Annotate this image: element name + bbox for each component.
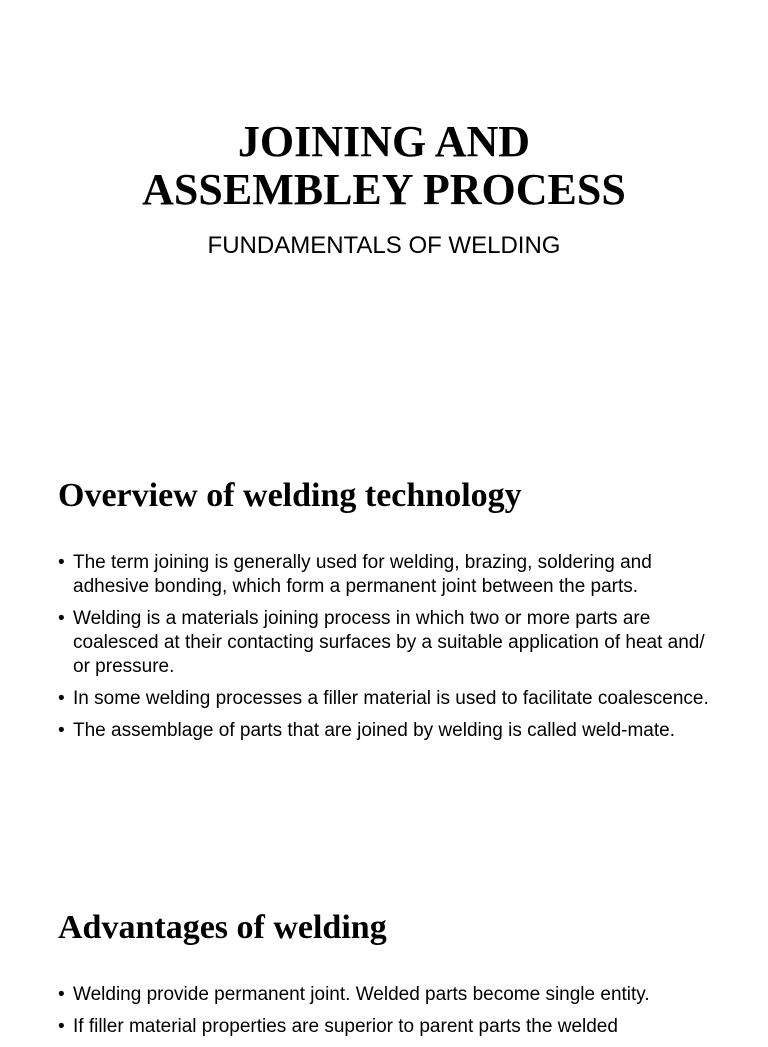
slide-title-line-1: JOINING AND <box>237 117 531 166</box>
bullet-text: If filler material properties are superior to parent parts the welded <box>73 1016 618 1037</box>
bullet-icon: • <box>58 720 65 741</box>
bullet-text: The assemblage of parts that are joined by welding is called weld-mate. <box>73 720 675 741</box>
list-item <box>58 983 718 1007</box>
advantages-heading: Advantages of welding <box>58 909 387 946</box>
bullet-text: The term joining is generally used for welding, brazing, soldering and adhesive bonding, which form a permanent joint between the parts. <box>73 552 652 597</box>
bullet-icon: • <box>58 1016 65 1037</box>
list-item <box>58 551 718 599</box>
bullet-text: Welding provide permanent joint. Welded parts become single entity. <box>73 984 650 1005</box>
list-item <box>58 687 718 711</box>
list-item <box>58 607 718 679</box>
list-item <box>58 719 718 743</box>
bullet-text: Welding is a materials joining process in which two or more parts are coalesced at their contacting surfaces by a suitable application of heat and/ or pressure. <box>73 608 705 677</box>
title-slide <box>0 0 768 432</box>
overview-bullet-list <box>58 551 718 751</box>
bullet-icon: • <box>58 688 65 709</box>
overview-heading: Overview of welding technology <box>58 477 522 514</box>
slide-title-line-2: ASSEMBLEY PROCESS <box>142 165 626 214</box>
bullet-icon: • <box>58 984 65 1005</box>
bullet-text: In some welding processes a filler material is used to facilitate coalescence. <box>73 688 709 709</box>
list-item <box>58 1015 718 1039</box>
advantages-slide <box>0 864 768 1037</box>
bullet-icon: • <box>58 552 65 573</box>
slide-subtitle: FUNDAMENTALS OF WELDING <box>207 232 561 259</box>
bullet-icon: • <box>58 608 65 629</box>
advantages-bullet-list <box>58 983 718 1047</box>
overview-slide <box>0 432 768 864</box>
